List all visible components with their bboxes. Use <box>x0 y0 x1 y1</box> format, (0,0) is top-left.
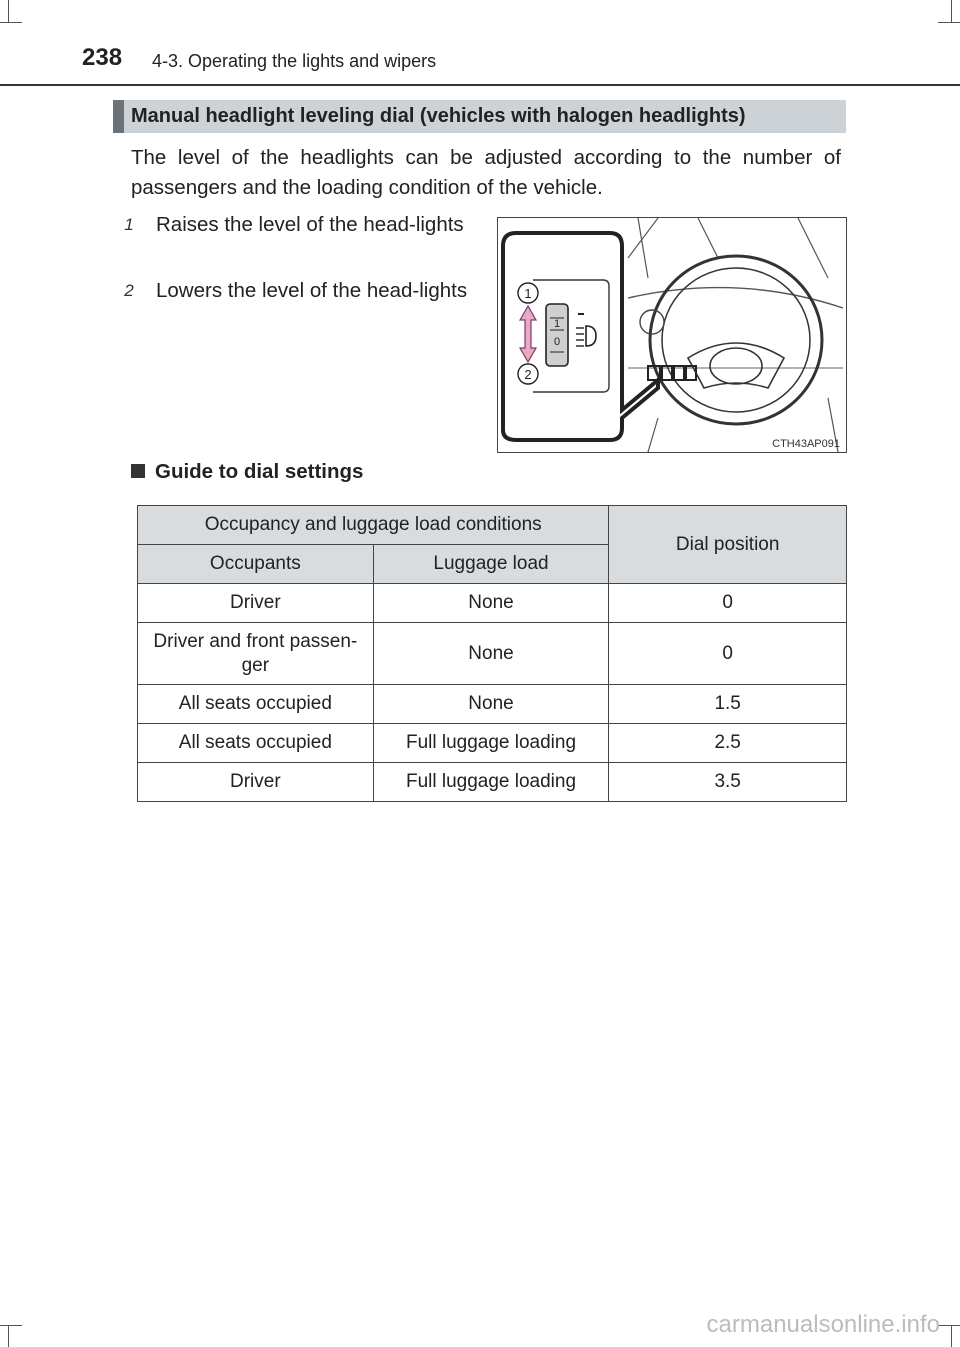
figure-code: CTH43AP091 <box>772 438 840 450</box>
dashboard-drawing <box>498 218 846 452</box>
table-row <box>138 724 847 763</box>
cell-occupants: All seats occupied <box>138 724 374 763</box>
figure-callout-2: 2 <box>524 367 532 382</box>
table-row <box>138 623 847 685</box>
watermark: carmanualsonline.info <box>706 1311 940 1338</box>
crop-mark <box>951 1325 952 1347</box>
callout-text-2: Lowers the level of the head-lights <box>156 279 468 302</box>
cell-occupants: Driver and front passen-ger <box>138 623 374 685</box>
header-luggage-load: Luggage load <box>373 545 609 584</box>
crop-mark <box>0 22 22 23</box>
table-row <box>138 685 847 724</box>
cell-dial: 0 <box>609 584 847 623</box>
cell-luggage: None <box>373 623 609 685</box>
section-title: Manual headlight leveling dial (vehicles with halogen headlights) <box>113 100 846 133</box>
chapter-title: 4-3. Operating the lights and wipers <box>152 51 437 71</box>
guide-heading <box>131 460 363 484</box>
cell-occupants: All seats occupied <box>138 685 374 724</box>
cell-luggage: None <box>373 685 609 724</box>
cell-luggage: Full luggage loading <box>373 763 609 802</box>
figure-callout-1: 1 <box>524 286 532 301</box>
guide-heading-text: Guide to dial settings <box>155 460 364 483</box>
cell-dial: 3.5 <box>609 763 847 802</box>
cell-dial: 1.5 <box>609 685 847 724</box>
crop-mark <box>951 0 952 22</box>
cell-luggage: Full luggage loading <box>373 724 609 763</box>
cell-occupants: Driver <box>138 763 374 802</box>
crop-mark <box>0 1325 22 1326</box>
crop-mark <box>938 22 960 23</box>
crop-mark <box>8 1325 9 1347</box>
header-dial-position: Dial position <box>609 506 847 584</box>
cell-dial: 0 <box>609 623 847 685</box>
intro-paragraph: The level of the headlights can be adjusted according to the number of passengers and the loading condition of the vehicle. <box>131 146 841 199</box>
table-row <box>138 763 847 802</box>
crop-mark <box>8 0 9 22</box>
header-occupancy-conditions: Occupancy and luggage load conditions <box>138 506 609 545</box>
header-occupants: Occupants <box>138 545 374 584</box>
callout-item-1 <box>118 210 478 240</box>
crop-mark <box>938 1325 960 1326</box>
table-row <box>138 584 847 623</box>
callout-item-2 <box>118 276 478 306</box>
callout-number-1: 1 <box>124 215 134 234</box>
page-number: 238 <box>82 44 123 71</box>
dial-label-1: 1 <box>553 318 561 330</box>
leveling-dial-illustration <box>497 217 847 453</box>
cell-dial: 2.5 <box>609 724 847 763</box>
header-rule <box>0 84 960 86</box>
callout-number-2: 2 <box>124 281 134 300</box>
dial-settings-table <box>137 505 847 802</box>
dial-label-0: 0 <box>553 336 561 348</box>
callout-text-1: Raises the level of the head-lights <box>156 213 464 236</box>
cell-occupants: Driver <box>138 584 374 623</box>
cell-luggage: None <box>373 584 609 623</box>
square-bullet-icon <box>131 464 145 478</box>
